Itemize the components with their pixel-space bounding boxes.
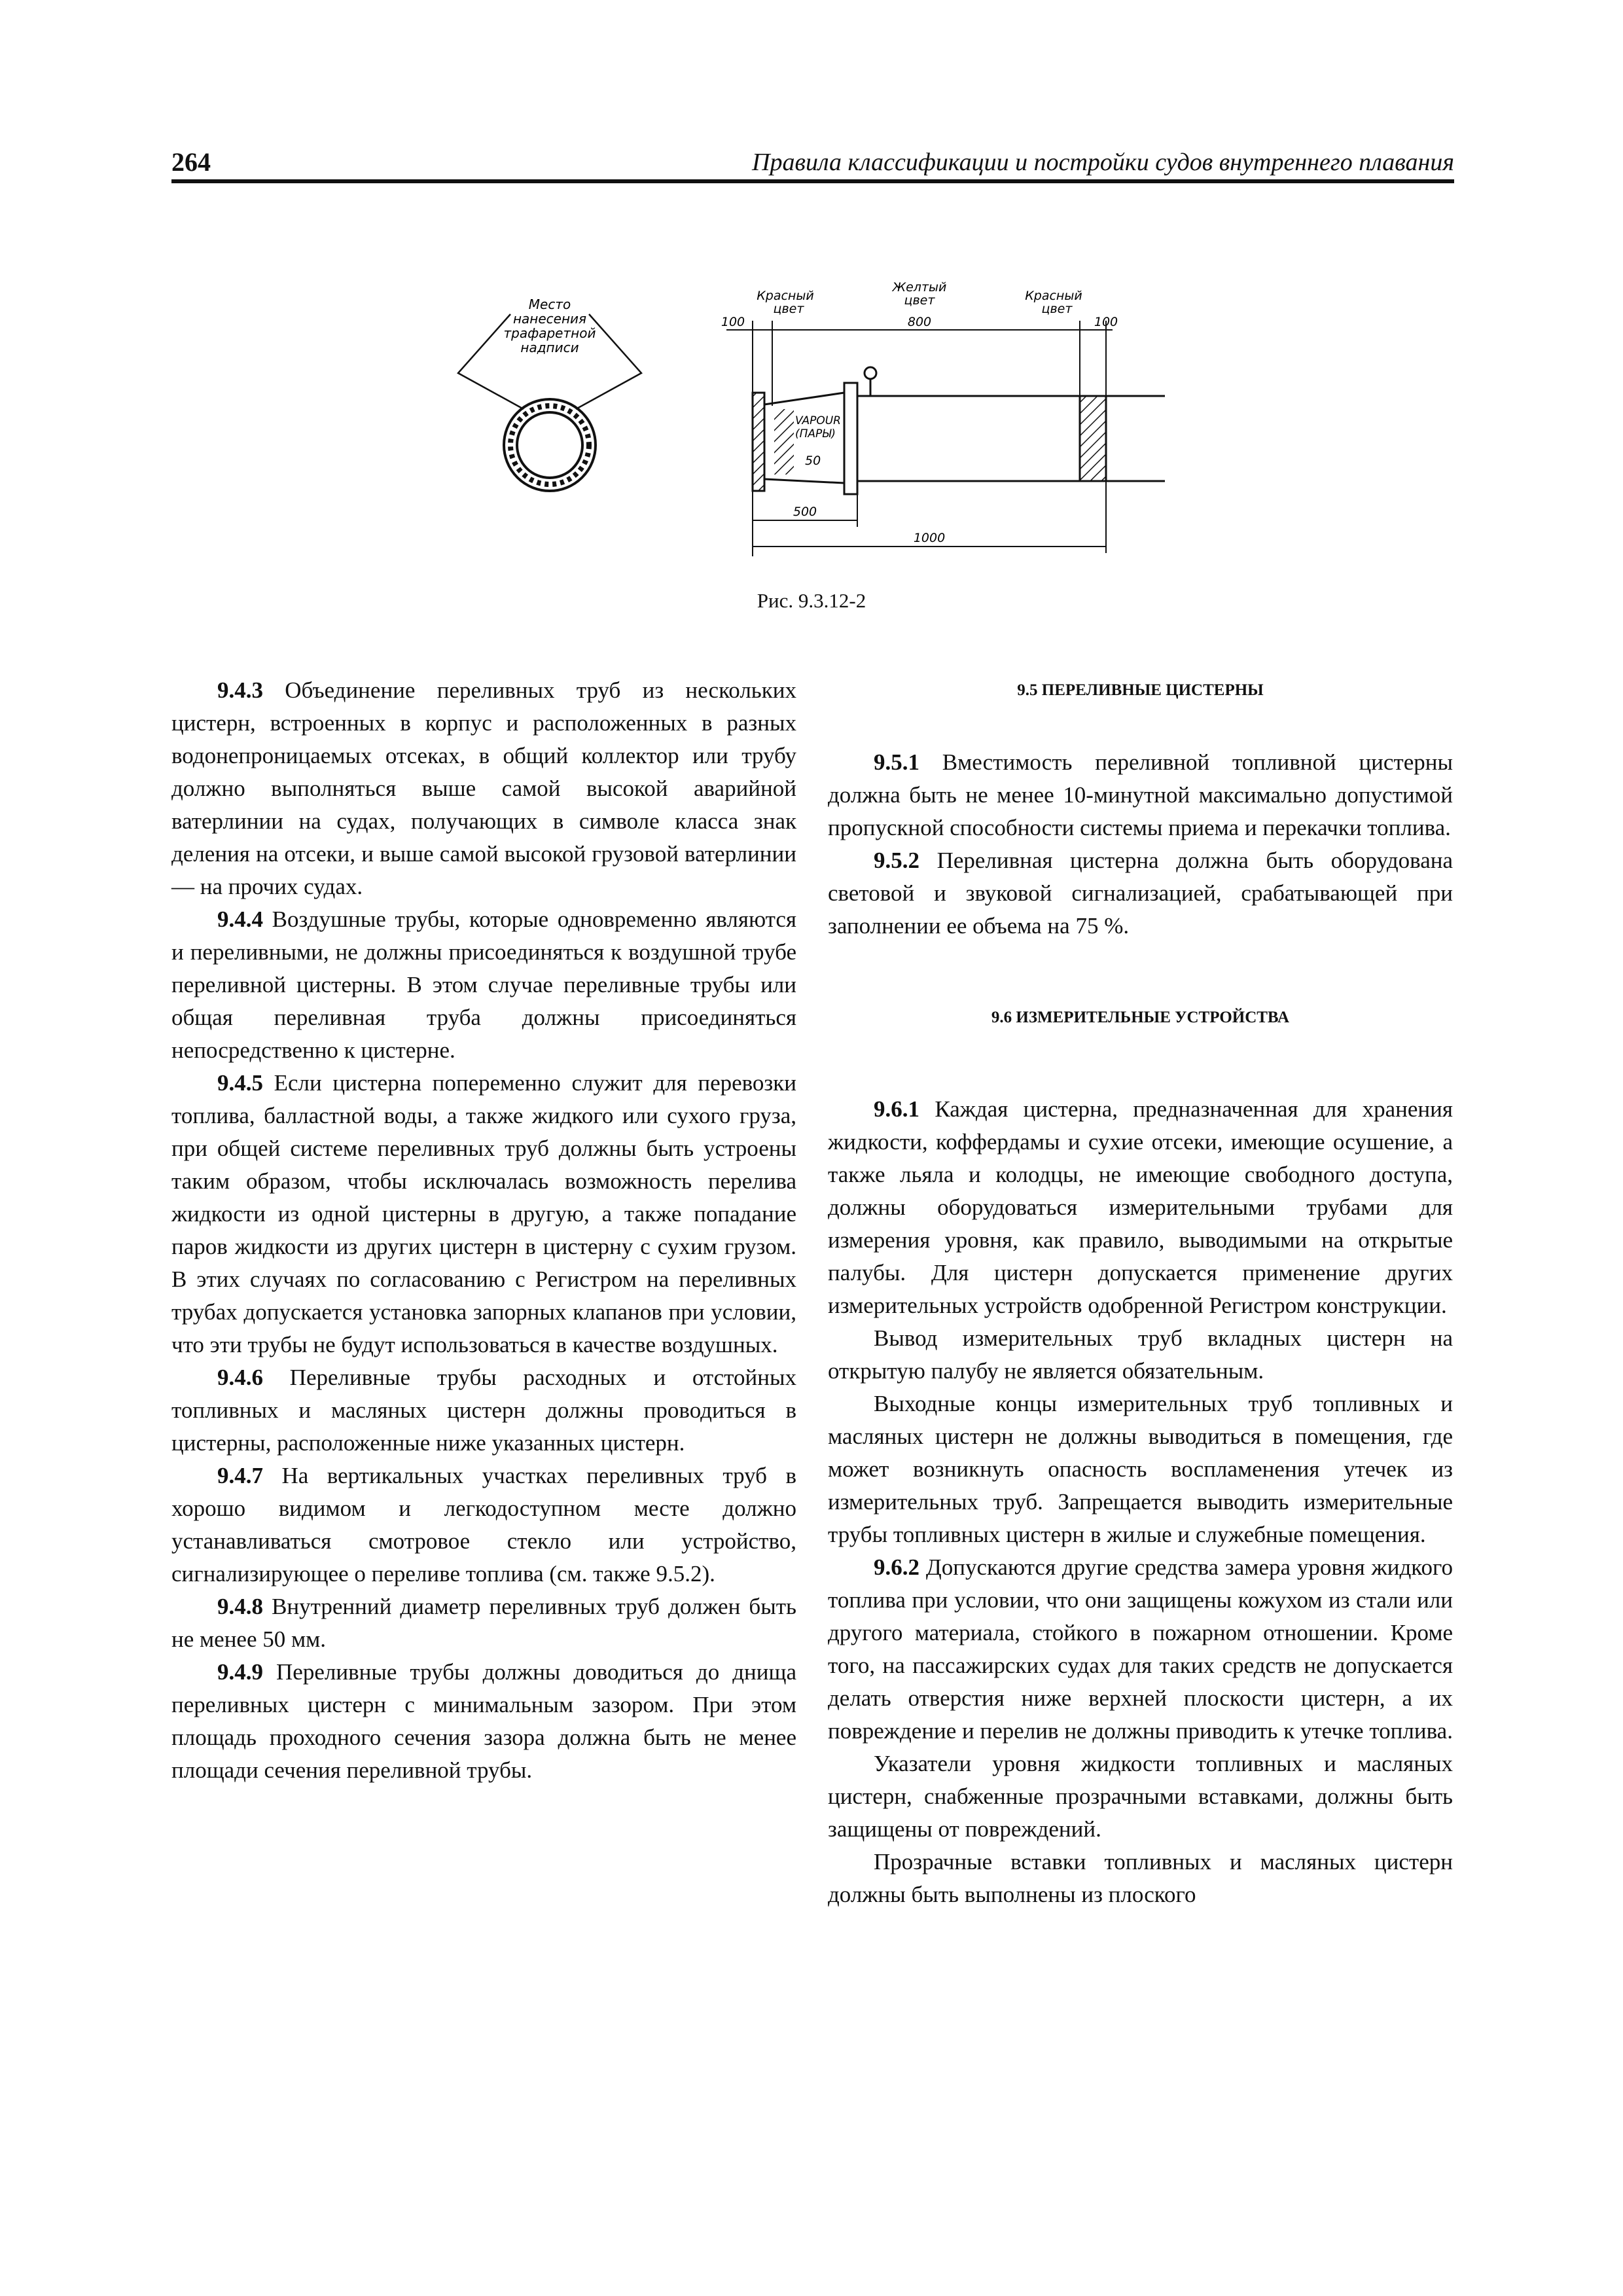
clause-number: 9.4.5: [217, 1070, 263, 1096]
clause-text: Переливные трубы должны доводиться до днища переливных цистерн с минимальным зазором. При этом площадь проходного сечения зазора должна быть не менее площади сечения переливной трубы.: [171, 1659, 796, 1783]
clause-number: 9.6.1: [874, 1096, 919, 1122]
clause-number: 9.4.9: [217, 1659, 263, 1685]
left-column: [171, 674, 796, 1787]
paragraph-9-6-1: [828, 1093, 1453, 1322]
paragraph-9-5-2: [828, 844, 1453, 942]
fig-label-stencil-1: Место: [528, 296, 571, 312]
fig-label-stencil-3: трафаретной: [503, 325, 596, 341]
figure-caption: Рис. 9.3.12-2: [757, 589, 866, 612]
fig-label-red-2a: Красный: [1025, 289, 1082, 303]
clause-number: 9.4.8: [217, 1594, 263, 1619]
clause-number: 9.4.4: [217, 906, 263, 932]
fig-label-red-1b: цвет: [773, 302, 804, 316]
bottom-dimensions: [793, 505, 945, 545]
vapour-label: [795, 414, 841, 468]
paragraph-9-6-2-c: Прозрачные вставки топливных и масляных цистерн должны быть выполнены из плоского: [828, 1849, 1453, 1907]
clause-number: 9.5.2: [874, 848, 919, 873]
right-column: [828, 674, 1453, 1911]
fig-label-dim-500: 500: [793, 505, 817, 519]
fig-label-stencil-2: нанесения: [512, 311, 587, 327]
fig-label-dim-1000: 1000: [913, 531, 946, 545]
clause-text: Вместимость переливной топливной цистерны должна быть не менее 10-минутной максимально допустимой пропускной способности системы приема и перекачки топлива.: [828, 749, 1453, 840]
running-title: Правила классификации и постройки судов внутреннего плавания: [752, 149, 1454, 176]
paragraph-9-5-1: [828, 746, 1453, 844]
paragraph-9-4-6: [171, 1361, 796, 1460]
clause-number: 9.4.7: [217, 1463, 263, 1488]
clause-number: 9.6.2: [874, 1554, 919, 1580]
clause-text: Каждая цистерна, предназначенная для хранения жидкости, коффердамы и сухие отсеки, имеющие осушение, а также льяла и колодцы, не имеющие свободного доступа, должны оборудоваться измерительными трубами для измерения уровня, как правило, выводимыми на открытые палубы. Для цистерн допускается применение других измерительных устройств одобренной Регистром конструкции.: [828, 1096, 1453, 1318]
fig-label-dim-50: 50: [805, 454, 821, 468]
fig-label-vapour: VAPOUR: [795, 414, 841, 427]
clause-text: Переливная цистерна должна быть оборудована световой и звуковой сигнализацией, срабатывающей при заполнении ее объема на 75 %.: [828, 848, 1453, 939]
color-labels: [721, 280, 1118, 329]
clause-text: Допускаются другие средства замера уровня жидкого топлива при условии, что они защищены кожухом из стали или другого материала, стойкого в пожарном отношении. Кроме того, на пассажирских судах для таких средств не допускается делать отверстия ниже верхней плоскости цистерн, а их повреждение и перелив не должны приводить к утечке топлива.: [828, 1554, 1453, 1744]
page-header: [171, 145, 1454, 183]
paragraph-9-6-1-c: Выходные концы измерительных труб топливных и масляных цистерн не должны выводиться в помещения, где может возникнуть опасность воспламенения утечек из измерительных труб. Запрещается выводить измерительные трубы топливных цистерн в жилые и служебные помещения.: [828, 1391, 1453, 1547]
paragraph-9-6-1-b: Вывод измерительных труб вкладных цистерн на открытую палубу не является обязательным.: [828, 1325, 1453, 1384]
fig-label-yellow-b: цвет: [904, 293, 935, 308]
clause-text: На вертикальных участках переливных труб в хорошо видимом и легкодоступном месте должно устанавливаться смотровое стекло или устройство, сигнализирующее о переливе топлива (см. также 9.5.2).: [171, 1463, 796, 1587]
paragraph-9-4-9: [171, 1656, 796, 1787]
figure-pipe-marking: [452, 275, 1171, 556]
stencil-label: [504, 296, 596, 355]
fig-label-dim-100-left: 100: [721, 315, 745, 329]
clause-number: 9.4.3: [217, 677, 263, 703]
paragraph-9-4-8: [171, 1590, 796, 1656]
paragraph-9-4-4: [171, 903, 796, 1067]
paragraph-9-6-2: [828, 1551, 1453, 1748]
clause-text: Переливные трубы расходных и отстойных топливных и масляных цистерн должны проводиться в цистерны, расположенные ниже указанных цистерн.: [171, 1365, 796, 1456]
clause-text: Внутренний диаметр переливных труб должен быть не менее 50 мм.: [171, 1594, 796, 1652]
fig-label-dim-800: 800: [907, 315, 932, 329]
clause-text: Если цистерна попеременно служит для перевозки топлива, балластной воды, а также жидкого или сухого груза, при общей системе переливных труб должны быть устроены таким образом, чтобы исключалась возможность перелива жидкости из одной цистерны в другую, а также попадание паров жидкости из других цистерн в цистерну с сухим грузом. В этих случаях по согласованию с Регистром на переливных трубах допускается установка запорных клапанов при условии, что эти трубы не будут использоваться в качестве воздушных.: [171, 1070, 796, 1357]
fig-label-stencil-4: надписи: [520, 340, 579, 355]
section-title-9-5: 9.5 ПЕРЕЛИВНЫЕ ЦИСТЕРНЫ: [1017, 681, 1264, 699]
fig-label-yellow-a: Желтый: [892, 280, 947, 295]
pipe-cross-section: [504, 399, 596, 491]
clause-number: 9.4.6: [217, 1365, 263, 1390]
paragraph-9-6-2-b: Указатели уровня жидкости топливных и масляных цистерн, снабженные прозрачными вставками, должны быть защищены от повреждений.: [828, 1751, 1453, 1842]
clause-text: Объединение переливных труб из нескольких цистерн, встроенных в корпус и расположенных в разных водонепроницаемых отсеках, в общий коллектор или трубу должно выполняться выше самой высокой аварийной ватерлинии на судах, получающих в символе класса знак деления на отсеки, и выше самой высокой грузовой ватерлинии — на прочих судах.: [171, 677, 796, 899]
section-title-9-6: 9.6 ИЗМЕРИТЕЛЬНЫЕ УСТРОЙСТВА: [991, 1009, 1290, 1026]
fig-label-pary: (ПАРЫ): [795, 427, 836, 440]
fig-label-dim-100-right: 100: [1094, 315, 1118, 329]
page-number: 264: [171, 147, 211, 177]
clause-text: Воздушные трубы, которые одновременно являются и переливными, не должны присоединяться к воздушной трубе переливной цистерны. В этом случае переливные трубы или общая переливная труба должны присоединяться непосредственно к цистерне.: [171, 906, 796, 1063]
paragraph-9-4-7: [171, 1460, 796, 1590]
paragraph-9-4-5: [171, 1067, 796, 1361]
clause-number: 9.5.1: [874, 749, 919, 775]
paragraph-9-4-3: [171, 674, 796, 903]
fig-label-red-2b: цвет: [1041, 302, 1073, 316]
fig-label-red-1a: Красный: [757, 289, 814, 303]
